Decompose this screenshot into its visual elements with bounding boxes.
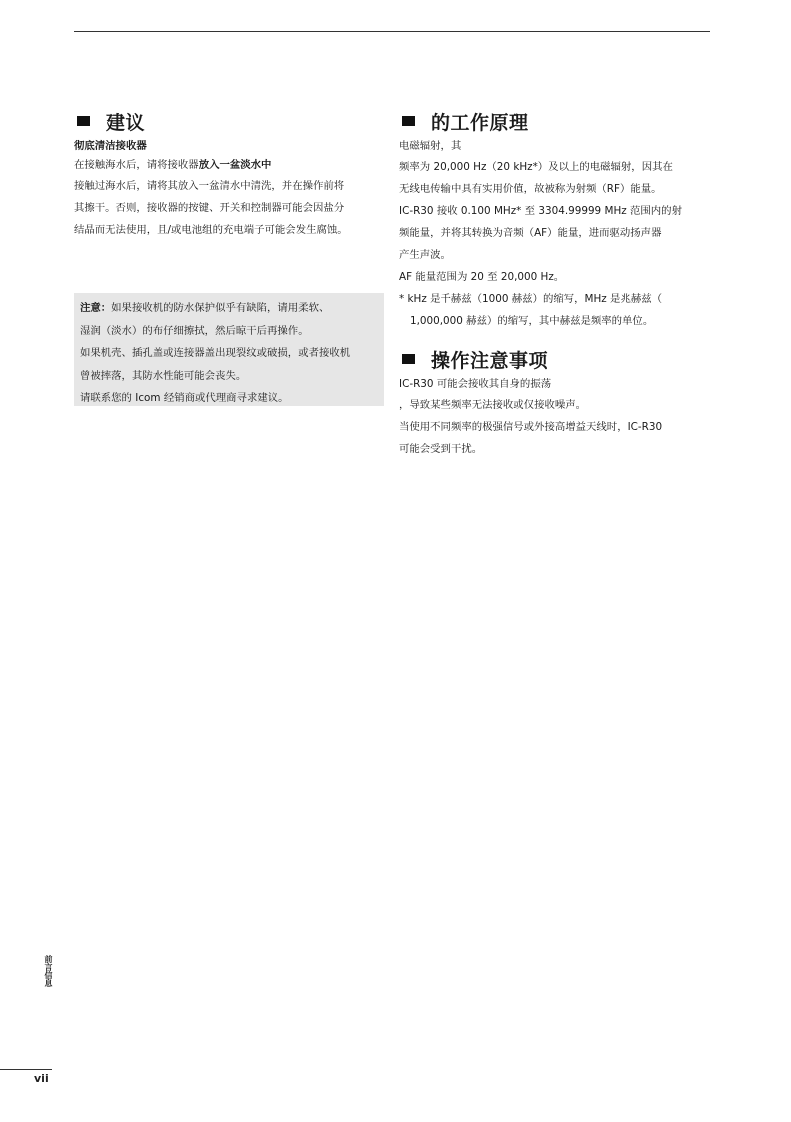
square-bullet-icon <box>402 116 415 126</box>
principle-line: 无线电传输中具有实用价值，故被称为射频（RF）能量。 <box>399 183 662 195</box>
footnote-line: * kHz 是千赫兹（1000 赫兹）的缩写，MHz 是兆赫兹（ <box>399 293 663 305</box>
side-section-label: 前言信息 <box>44 955 53 987</box>
section-heading-principle <box>399 108 699 134</box>
note-line: 如果机壳、插孔盖或连接器盖出现裂纹或破损，或者接收机 <box>80 347 351 359</box>
right-column <box>399 108 699 460</box>
section-heading-advice <box>74 108 384 134</box>
heading-principle-text: 的工作原理 <box>431 111 529 134</box>
caution-line: IC-R30 可能会接收其自身的振荡 <box>399 378 552 390</box>
intro-prefix: 在接触海水后，请将接收器 <box>74 159 199 171</box>
heading-caution-text: 操作注意事项 <box>431 349 549 372</box>
principle-line: 电磁辐射，其 <box>399 140 462 152</box>
note-first-line-text: 如果接收机的防水保护似乎有缺陷，请用柔软、 <box>111 302 330 314</box>
caution-line: 当使用不同频率的极强信号或外接高增益天线时，IC-R30 <box>399 421 663 433</box>
top-rule <box>74 31 710 32</box>
note-line: 请联系您的 Icom 经销商或代理商寻求建议。 <box>80 392 289 404</box>
note-first-line <box>80 297 378 320</box>
principle-line: IC-R30 接收 0.100 MHz* 至 3304.99999 MHz 范围内的射 <box>399 205 682 217</box>
intro-bold: 放入一盆淡水中 <box>198 159 272 171</box>
page-number: vii <box>34 1072 49 1085</box>
section-heading-caution <box>399 346 699 372</box>
intro-line <box>74 156 384 175</box>
caution-line: ，导致某些频率无法接收或仅接收噪声。 <box>399 399 587 411</box>
left-column <box>74 108 384 241</box>
body-line: 接触过海水后，请将其放入一盆清水中清洗，并在操作前将 <box>74 180 345 192</box>
note-box <box>74 293 384 406</box>
square-bullet-icon <box>402 354 415 364</box>
subheading-clean: 彻底清洁接收器 <box>74 140 147 152</box>
square-bullet-icon <box>77 116 90 126</box>
note-label: 注意： <box>80 302 112 314</box>
principle-line: 频能量，并将其转换为音频（AF）能量，进而驱动扬声器 <box>399 227 662 239</box>
principle-line: AF 能量范围为 20 至 20,000 Hz。 <box>399 271 565 283</box>
body-line: 其擦干。否则，接收器的按键、开关和控制器可能会因盐分 <box>74 202 345 214</box>
caution-line: 可能会受到干扰。 <box>399 443 483 455</box>
principle-line: 产生声波。 <box>399 249 451 261</box>
heading-advice-text: 建议 <box>106 111 146 134</box>
principle-line: 频率为 20,000 Hz（20 kHz*）及以上的电磁辐射，因其在 <box>399 161 673 173</box>
note-line: 曾被摔落，其防水性能可能会丧失。 <box>80 369 247 382</box>
body-line: 结晶而无法使用，且/或电池组的充电端子可能会发生腐蚀。 <box>74 224 348 236</box>
bottom-rule <box>0 1069 52 1070</box>
note-line: 湿润（淡水）的布仔细擦拭，然后晾干后再操作。 <box>80 324 309 337</box>
footnote-line: 1,000,000 赫兹）的缩写，其中赫兹是频率的单位。 <box>410 315 654 327</box>
